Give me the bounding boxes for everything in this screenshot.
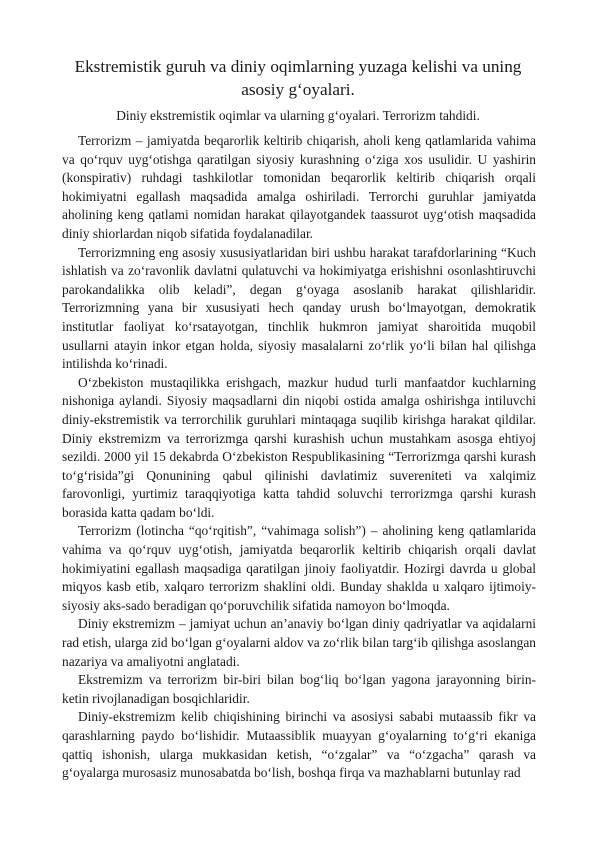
paragraph: Diniy ekstremizm – jamiyat uchun an’anaviy bo‘lgan diniy qadriyatlar va aqidalarni rad etish, ularga zid bo‘lgan g‘oyalarni aldov va zo‘rlik bilan targ‘ib qilishga asoslangan nazariya va amaliyotni anglatadi. xyxy=(62,616,536,669)
paragraph: Terrorizmning eng asosiy xususiyatlaridan biri ushbu harakat tarafdorlarining “Kuch ishlatish va zo‘ravonlik davlatni qulatuvchi va hokimiyatga erishishni osonlashtiruvchi parokandalikka olib keladi”, degan g‘oyaga asoslanib harakat qilishlaridir. Terrorizmning yana bir xususiyati hech qanday urush bo‘lmayotgan, demokratik institutlar faoliyat ko‘rsatayotgan, tinchlik hukmron jamiyat sharoitida muqobil usullarni atayin inkor etgan holda, siyosiy masalalarni zo‘rlik yo‘li bilan hal qilishga intilishda ko‘rinadi. xyxy=(62,244,536,372)
paragraph: Terrorizm – jamiyatda beqarorlik keltirib chiqarish, aholi keng qatlamlarida vahima va qo‘rquv uyg‘otishga qaratilgan siyosiy kurashning o‘ziga xos usulidir. U yashirin (konspirativ) ruhdagi tashkilotlar tomonidan beqarorlik keltirib chiqarish orqali hokimiyatni egallash maqsadida amalga oshiriladi. Terrorchi guruhlar jamiyatda aholining keng qatlami nomidan harakat qilayotgandek taassurot uyg‘otish maqsadida diniy shiorlardan niqob sifatida foydalanadilar. xyxy=(62,133,536,241)
document-subtitle: Diniy ekstremistik oqimlar va ularning g‘oyalari. Terrorizm tahdidi. xyxy=(116,108,480,123)
paragraph: Terrorizm (lotincha “qo‘rqitish”, “vahimaga solish”) – aholining keng qatlamlarida vahima va qo‘rquv uyg‘otish, jamiyatda beqarorlik keltirib chiqarish orqali davlat hokimiyatini egallash maqsadiga qaratilgan jinoiy faoliyatdir. Hozirgi davrda u global miqyos kasb etib, xalqaro terrorizm shaklini oldi. Bunday shaklda u xalqaro ijtimoiy-siyosiy aks-sado beradigan qo‘poruvchilik sifatida namoyon bo‘lmoqda. xyxy=(62,523,536,613)
paragraph: Diniy-ekstremizm kelib chiqishining birinchi va asosiysi sababi mutaassib fikr va qarashlarning paydo bo‘lishidir. Mutaassiblik muayyan g‘oyalarning to‘g‘ri ekaniga qattiq ishonish, ularga mukkasidan ketish, “o‘zgalar” va “o‘zgacha” qarash va g‘oyalarga murosasiz munosabatda bo‘lish, boshqa firqa va mazhablarni butunlay rad xyxy=(62,709,536,781)
document-title: Ekstremistik guruh va diniy oqimlarning yuzaga kelishi va uning asosiy g‘oyalari. xyxy=(74,57,522,99)
document-body xyxy=(62,132,536,783)
paragraph: O‘zbekiston mustaqilikka erishgach, mazkur hudud turli manfaatdor kuchlarning nishoniga aylandi. Siyosiy maqsadlarni din niqobi ostida amalga oshirishga intiluvchi diniy-ekstremistik va terrorchilik guruhlari mintaqaga suqilib kirishga harakat qildilar. Diniy ekstremizm va terrorizmga qarshi kurashish uchun mustahkam asosga ehtiyoj sezildi. 2000 yil 15 dekabrda O‘zbekiston Respublikasining “Terrorizmga qarshi kurash to‘g‘risida”gi Qonunining qabul qilinishi davlatimiz suvereniteti va xalqimiz farovonligi, yurtimiz taraqqiyotiga katta tahdid soluvchi terrorizmga qarshi kurash borasida katta qadam bo‘ldi. xyxy=(62,374,536,520)
paragraph: Ekstremizm va terrorizm bir-biri bilan bog‘liq bo‘lgan yagona jarayonning birin-ketin rivojlanadigan bosqichlaridir. xyxy=(62,672,536,706)
